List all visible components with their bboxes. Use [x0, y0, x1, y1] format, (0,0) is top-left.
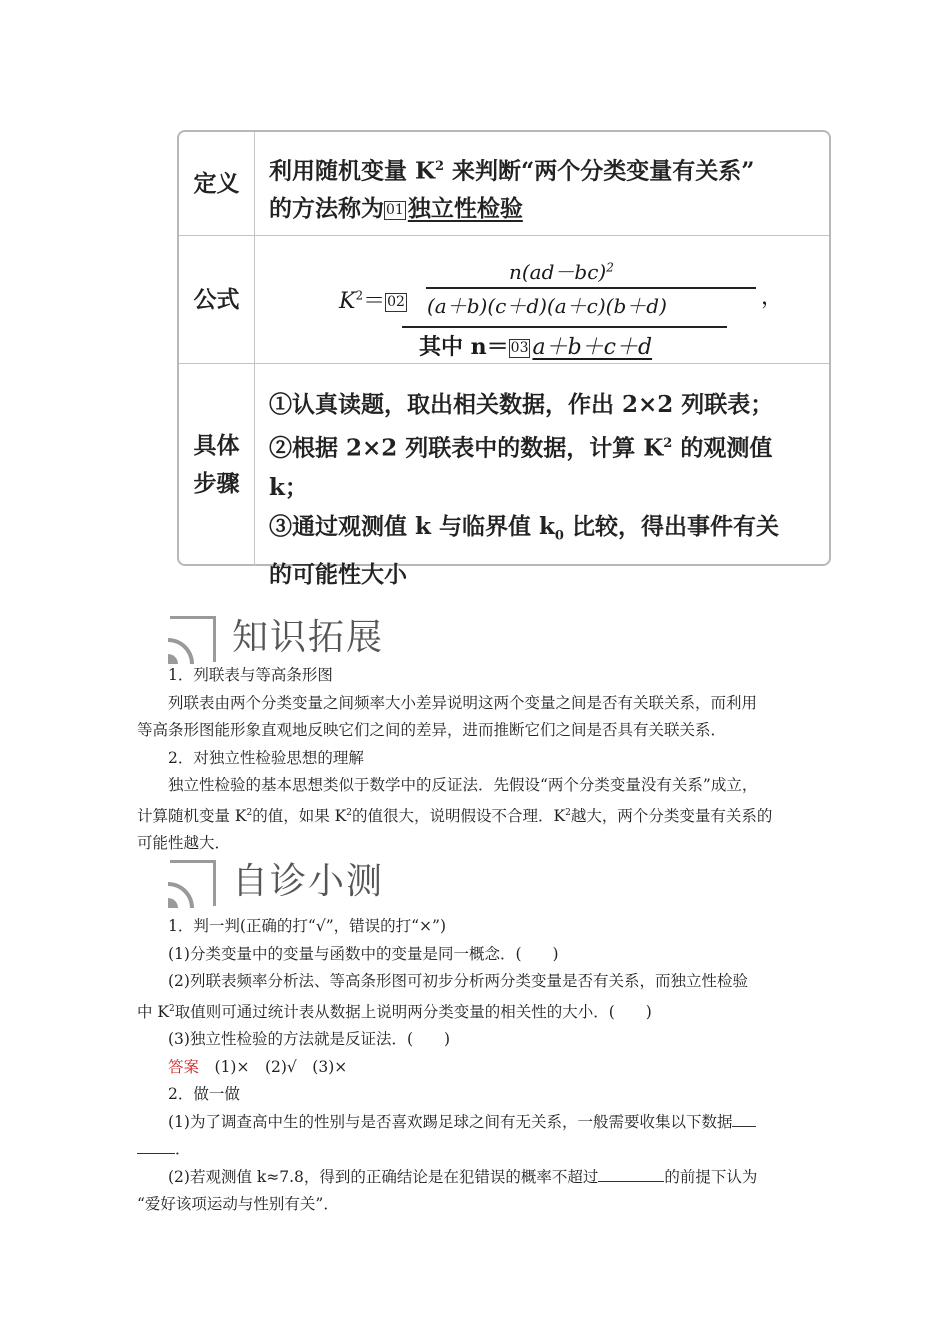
answer-blank[interactable] [732, 1126, 756, 1127]
text: 其中 n＝ [419, 334, 509, 360]
blank-number-box: 01 [386, 201, 404, 218]
steps-content [269, 364, 815, 589]
text: (1)为了调查高中生的性别与是否喜欢踢足球之间有无关系，一般需要收集以下数据 [168, 1112, 733, 1131]
paragraph-line: 可能性越大． [137, 834, 231, 853]
definition-row [179, 132, 829, 236]
text: 来判断“两个分类变量有关系” [444, 157, 755, 185]
superscript: 2 [663, 436, 673, 451]
heading: 1．列联表与等高条形图 [168, 666, 333, 684]
text: 越大，两个分类变量有关系的 [570, 806, 773, 825]
step-3 [269, 507, 815, 556]
section-heading-self-test [170, 858, 410, 906]
definition-table [177, 130, 831, 589]
step-2 [269, 424, 815, 507]
row-label [179, 364, 255, 566]
superscript: 2 [169, 1003, 175, 1014]
answer-blank[interactable] [598, 1181, 664, 1182]
blank-number-box: 02 [387, 294, 405, 310]
text: (2)若观测值 k≈7.8，得到的正确结论是在犯错误的概率不超过 [168, 1167, 599, 1186]
section-heading-knowledge [170, 614, 410, 662]
heading: 2．对独立性检验思想的理解 [168, 748, 364, 767]
text: ③通过观测值 k 与临界值 k [269, 512, 555, 540]
question-item [137, 996, 817, 1027]
text: 利用随机变量 K [269, 157, 435, 185]
formula-comma: ， [761, 285, 784, 310]
question-item [137, 1136, 817, 1164]
answer-underline [402, 326, 727, 328]
section-title: 自诊小测 [232, 861, 385, 902]
formula-where [419, 330, 652, 361]
chi-square-formula [259, 250, 784, 360]
question-heading: 1．判一判(正确的打“√”，错误的打“×”) [168, 917, 447, 935]
question-item: “爱好该项运动与性别有关”． [137, 1195, 339, 1214]
question-item [137, 1164, 817, 1192]
section-title: 知识拓展 [232, 617, 385, 658]
paragraph-line: 独立性检验的基本思想类似于数学中的反证法．先假设“两个分类变量没有关系”成立， [168, 776, 758, 794]
formula-denominator: (a＋b)(c＋d)(a＋c)(b＋d) [427, 294, 667, 318]
signal-icon [170, 616, 216, 662]
fraction-bar [426, 287, 756, 289]
superscript: 2 [606, 260, 614, 275]
text: 具体 [193, 432, 240, 459]
paragraph-line: 列联表由两个分类变量之间频率大小差异说明这两个变量之间是否有关联关系，而利用 [168, 693, 758, 712]
text: ②根据 2×2 列联表中的数据，计算 K [269, 434, 664, 462]
signal-icon [170, 860, 216, 906]
question-item: (1)分类变量中的变量与函数中的变量是同一概念．( ) [168, 944, 559, 963]
definition-line-2 [269, 190, 815, 227]
text: 的值很大，说明假设不合理．K [352, 806, 566, 825]
steps-row [179, 364, 829, 589]
answer-blank[interactable] [137, 1153, 175, 1154]
text: 的值，如果 K [252, 806, 347, 825]
answer-line [137, 1054, 817, 1082]
subscript: 0 [554, 528, 564, 544]
superscript: 2 [355, 288, 364, 303]
text: 比较，得出事件有关 [563, 512, 779, 540]
text: ． [175, 1140, 191, 1159]
text: 中 K [137, 1002, 170, 1021]
text: 计算随机变量 K [137, 806, 247, 825]
question-item: (3)独立性检验的方法就是反证法．( ) [168, 1030, 451, 1049]
paragraph-line [137, 800, 817, 831]
step-3-cont: 的可能性大小 [269, 561, 407, 589]
superscript: 2 [246, 807, 253, 818]
paragraph-line: 等高条形图能形象直观地反映它们之间的差异，进而推断它们之间是否具有关联关系． [137, 721, 727, 739]
formula-numerator [509, 256, 614, 285]
row-label: 定义 [179, 132, 255, 235]
superscript: 2 [346, 807, 352, 818]
step-1: ①认真读题，取出相关数据，作出 2×2 列联表； [269, 391, 774, 418]
answer-text: 独立性检验 [407, 194, 523, 222]
text: 步骤 [193, 470, 240, 497]
definition-content [269, 132, 815, 235]
text: 的方法称为 [269, 194, 384, 222]
formula-row [179, 236, 829, 364]
superscript: 2 [565, 807, 571, 818]
answer-label: 答案 [168, 1057, 200, 1076]
blank-number-box: 03 [510, 340, 529, 356]
row-label: 公式 [179, 236, 255, 363]
text: 的前提下认为 [664, 1167, 758, 1186]
answer-text: a＋b＋c＋d [532, 335, 653, 360]
text: ＝ [363, 289, 386, 314]
question-heading: 2．做一做 [168, 1085, 240, 1104]
self-test-body [137, 913, 817, 1219]
answer-text: (1)× (2)√ (3)× [199, 1057, 348, 1076]
knowledge-body [137, 662, 817, 858]
text: 的观测值 k； [269, 434, 773, 501]
formula-lhs [339, 284, 409, 315]
text: K [339, 289, 356, 314]
text: n(ad－bc) [509, 260, 607, 284]
text: 取值则可通过统计表从数据上说明两分类变量的相关性的大小．( ) [174, 1002, 652, 1021]
question-item [137, 1109, 817, 1137]
definition-line-1 [269, 148, 815, 190]
superscript: 2 [435, 159, 445, 174]
question-item: (2)列联表频率分析法、等高条形图可初步分析两分类变量是否有关系，而独立性检验 [168, 972, 748, 990]
